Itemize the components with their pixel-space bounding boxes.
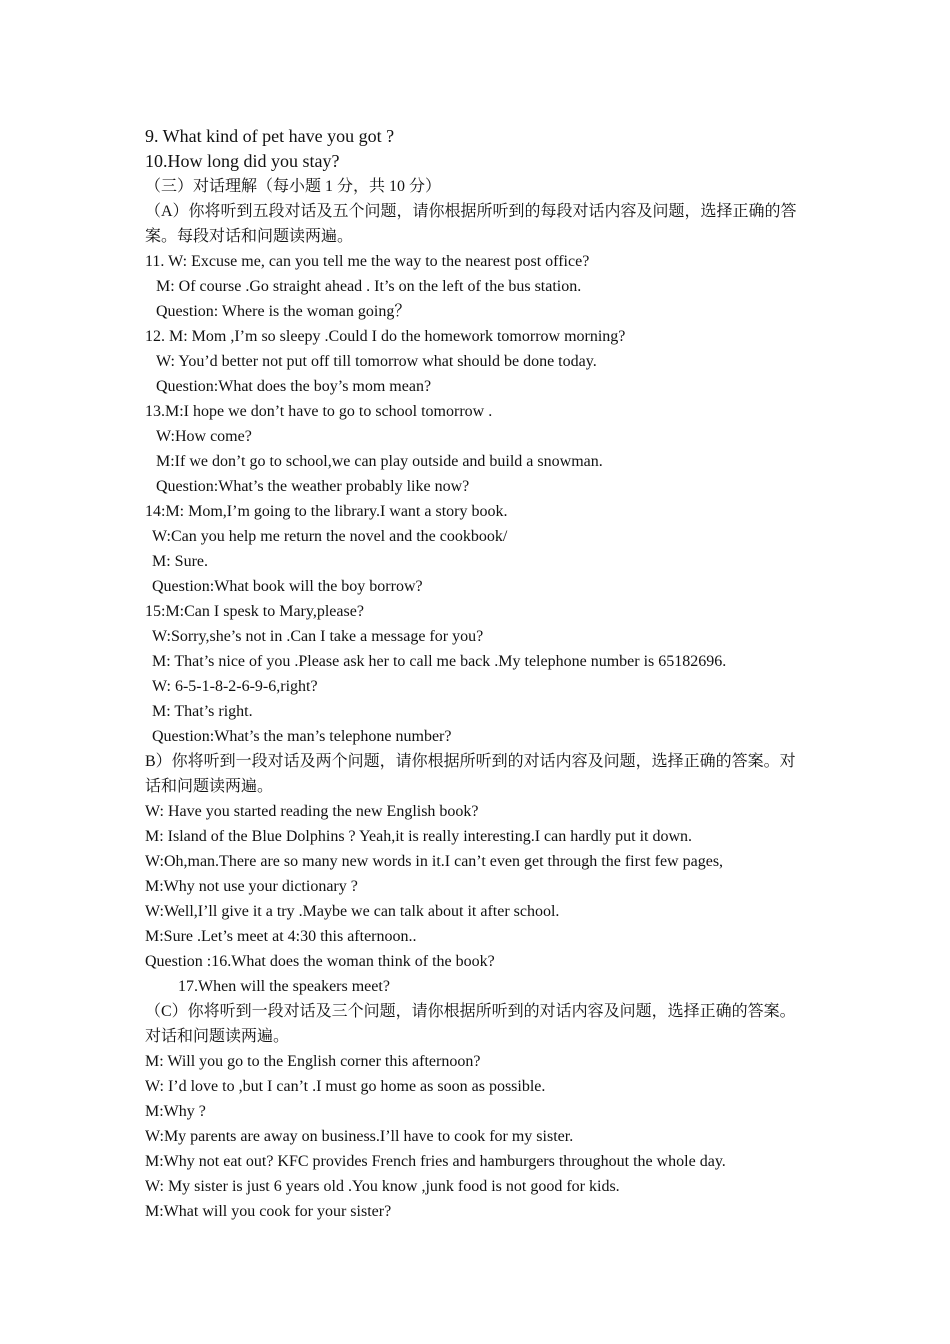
part-b-line-2: M: Island of the Blue Dolphins ? Yeah,it is really interesting.I can hardly put it down. <box>145 828 693 845</box>
dialogue-14-line-2: W:Can you help me return the novel and the cookbook/ <box>152 528 508 545</box>
dialogue-13-line-2: W:How come? <box>156 428 252 445</box>
dialogue-13-line-1: 13.M:I hope we don’t have to go to school tomorrow . <box>145 403 493 420</box>
part-b-question-16: Question :16.What does the woman think of the book? <box>145 953 495 970</box>
section-heading-dialogue-comprehension: （三）对话理解（每小题 1 分，共 10 分） <box>145 178 442 195</box>
document-body <box>145 124 825 1224</box>
dialogue-14-question: Question:What book will the boy borrow? <box>152 578 423 595</box>
part-c-line-6: W: My sister is just 6 years old .You know ,junk food is not good for kids. <box>145 1178 620 1195</box>
dialogue-13-question: Question:What’s the weather probably like now? <box>156 478 470 495</box>
dialogue-11-line-2: M: Of course .Go straight ahead . It’s on the left of the bus station. <box>156 278 582 295</box>
part-c-line-4: W:My parents are away on business.I’ll have to cook for my sister. <box>145 1128 574 1145</box>
dialogue-15-line-4: W: 6-5-1-8-2-6-9-6,right? <box>152 678 318 695</box>
part-c-instructions-cont: 对话和问题读两遍。 <box>145 1028 290 1045</box>
part-a-instructions: （A）你将听到五段对话及五个问题，请你根据所听到的每段对话内容及问题，选择正确的答 <box>145 203 797 220</box>
dialogue-15-line-3: M: That’s nice of you .Please ask her to call me back .My telephone number is 65182696. <box>152 653 727 670</box>
part-b-question-17: 17.When will the speakers meet? <box>178 978 390 995</box>
part-b-line-1: W: Have you started reading the new English book? <box>145 803 479 820</box>
question-10: 10.How long did you stay? <box>145 151 340 171</box>
dialogue-14-line-3: M: Sure. <box>152 553 208 570</box>
dialogue-11-line-1: 11. W: Excuse me, can you tell me the way to the nearest post office? <box>145 253 590 270</box>
part-b-line-5: W:Well,I’ll give it a try .Maybe we can talk about it after school. <box>145 903 560 920</box>
dialogue-12-line-2: W: You’d better not put off till tomorrow what should be done today. <box>156 353 597 370</box>
part-a-instructions-cont: 案。每段对话和问题读两遍。 <box>145 228 354 245</box>
part-b-instructions-cont: 话和问题读两遍。 <box>145 778 274 795</box>
dialogue-15-line-1: 15:M:Can I spesk to Mary,please? <box>145 603 364 620</box>
dialogue-15-line-5: M: That’s right. <box>152 703 253 720</box>
dialogue-15-question: Question:What’s the man’s telephone number? <box>152 728 452 745</box>
part-c-line-2: W: I’d love to ,but I can’t .I must go home as soon as possible. <box>145 1078 546 1095</box>
dialogue-15-line-2: W:Sorry,she’s not in .Can I take a message for you? <box>152 628 484 645</box>
part-c-instructions: （C）你将听到一段对话及三个问题，请你根据所听到的对话内容及问题，选择正确的答案。 <box>145 1003 796 1020</box>
part-b-line-4: M:Why not use your dictionary ? <box>145 878 358 895</box>
dialogue-13-line-3: M:If we don’t go to school,we can play outside and build a snowman. <box>156 453 603 470</box>
dialogue-12-question: Question:What does the boy’s mom mean? <box>156 378 432 395</box>
part-c-line-1: M: Will you go to the English corner this afternoon? <box>145 1053 481 1070</box>
dialogue-14-line-1: 14:M: Mom,I’m going to the library.I want a story book. <box>145 503 508 520</box>
dialogue-12-line-1: 12. M: Mom ,I’m so sleepy .Could I do the homework tomorrow morning? <box>145 328 626 345</box>
part-b-instructions: B）你将听到一段对话及两个问题，请你根据所听到的对话内容及问题，选择正确的答案。对 <box>145 753 796 770</box>
dialogue-11-question: Question: Where is the woman going？ <box>156 303 411 320</box>
part-c-line-7: M:What will you cook for your sister? <box>145 1203 392 1220</box>
part-b-line-3: W:Oh,man.There are so many new words in it.I can’t even get through the first few pages, <box>145 853 724 870</box>
part-c-line-5: M:Why not eat out? KFC provides French fries and hamburgers throughout the whole day. <box>145 1153 726 1170</box>
part-b-line-6: M:Sure .Let’s meet at 4:30 this afternoon.. <box>145 928 417 945</box>
question-9: 9. What kind of pet have you got ? <box>145 126 395 146</box>
part-c-line-3: M:Why ? <box>145 1103 206 1120</box>
